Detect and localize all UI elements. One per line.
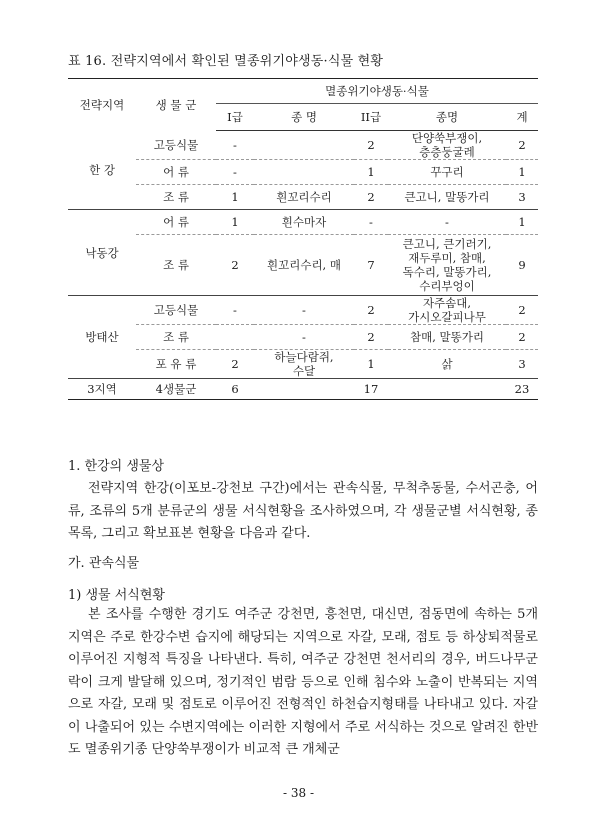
group-cell: 포 유 류 bbox=[136, 350, 216, 379]
table-row bbox=[68, 296, 538, 325]
grade1-species: 하늘다람쥐, 수달 bbox=[254, 350, 354, 379]
header-super: 멸종위기야생동·식물 bbox=[216, 79, 538, 104]
grade1-count: 1 bbox=[216, 185, 254, 210]
grade1-species: - bbox=[254, 296, 354, 325]
table-row bbox=[68, 210, 538, 235]
grade2-count: 7 bbox=[354, 235, 388, 296]
header-grade2: II급 bbox=[354, 104, 388, 131]
group-cell: 조 류 bbox=[136, 325, 216, 350]
grade2-count: - bbox=[354, 210, 388, 235]
page-number: - 38 - bbox=[282, 786, 314, 800]
total-count: 1 bbox=[506, 160, 538, 185]
total-grade1: 6 bbox=[216, 379, 254, 400]
table-row bbox=[68, 325, 538, 350]
grade2-species: 자주솜대, 가시오갈피나무 bbox=[388, 296, 506, 325]
grade1-count: - bbox=[216, 131, 254, 160]
section-1-text: 전략지역 한강(이포보-강천보 구간)에서는 관속식물, 무척추동물, 수서곤충, 어류, 조류의 5개 분류군의 생물 서식현황을 조사하였으며, 각 생물군별 서식현황, 종목록, 그리고 확보표본 현황을 다음과 같다. bbox=[68, 481, 538, 541]
table-row bbox=[68, 185, 538, 210]
grade1-count: 2 bbox=[216, 235, 254, 296]
total-count: 3 bbox=[506, 350, 538, 379]
section-2 bbox=[68, 552, 538, 571]
section-1-paragraph bbox=[68, 478, 538, 546]
total-count: 2 bbox=[506, 296, 538, 325]
region-cell: 낙동강 bbox=[68, 210, 136, 296]
region-cell: 한 강 bbox=[68, 131, 136, 210]
grade1-count bbox=[216, 325, 254, 350]
section-3 bbox=[68, 584, 538, 603]
total-species2 bbox=[388, 379, 506, 400]
header-grade1: I급 bbox=[216, 104, 254, 131]
grade1-species: 흰꼬리수리, 매 bbox=[254, 235, 354, 296]
table-row bbox=[68, 350, 538, 379]
grade1-count: - bbox=[216, 160, 254, 185]
total-count: 3 bbox=[506, 185, 538, 210]
endangered-species-table bbox=[68, 78, 538, 400]
grade2-species: - bbox=[388, 210, 506, 235]
total-count: 2 bbox=[506, 325, 538, 350]
section-3-text: 본 조사를 수행한 경기도 여주군 강천면, 흥천면, 대신면, 점동면에 속하는 5개 지역은 주로 한강수변 습지에 해당되는 지역으로 자갈, 모래, 점토 등 하상퇴적물로 이루어진 지형적 특징을 나타낸다. 특히, 여주군 강천면 천서리의 경우, 버드나무군락이 크게 발달해 있으며, 정기적인 범람 등으로 인해 침수와 노출이 반복되는 지역으로 자갈, 모래 및 점토로 이루어진 전형적인 하천습지형태를 나타내고 있다. 자갈이 나출되어 있는 수변지역에는 이러한 지형에서 주로 서식하는 것으로 알려진 한반도 멸종위기종 단양쑥부쟁이가 비교적 큰 개체군 bbox=[68, 607, 538, 757]
total-count: 9 bbox=[506, 235, 538, 296]
total-grade2: 17 bbox=[354, 379, 388, 400]
section-3-paragraph bbox=[68, 604, 538, 762]
grade1-species: 흰꼬리수리 bbox=[254, 185, 354, 210]
header-species2: 종명 bbox=[388, 104, 506, 131]
grade1-count: 2 bbox=[216, 350, 254, 379]
grade1-species: - bbox=[254, 325, 354, 350]
grade2-species: 큰고니, 큰기러기, 재두루미, 참매, 독수리, 말똥가리, 수리부엉이 bbox=[388, 235, 506, 296]
section-3-title: 1) 생물 서식현황 bbox=[68, 588, 165, 603]
grade2-species: 단양쑥부쟁이, 층층둥굴레 bbox=[388, 131, 506, 160]
header-species1: 종 명 bbox=[254, 104, 354, 131]
group-cell: 고등식물 bbox=[136, 296, 216, 325]
grade1-count: - bbox=[216, 296, 254, 325]
grade2-species: 삵 bbox=[388, 350, 506, 379]
grade2-species: 참매, 말똥가리 bbox=[388, 325, 506, 350]
grade1-species: 흰수마자 bbox=[254, 210, 354, 235]
table-caption: 표 16. 전략지역에서 확인된 멸종위기야생동·식물 현황 bbox=[68, 54, 384, 69]
header-group: 생 물 군 bbox=[136, 79, 216, 131]
total-group: 4생물군 bbox=[136, 379, 216, 400]
total-row bbox=[68, 379, 538, 400]
header-region: 전략지역 bbox=[68, 79, 136, 131]
total-count: 1 bbox=[506, 210, 538, 235]
region-cell: 방태산 bbox=[68, 296, 136, 379]
group-cell: 고등식물 bbox=[136, 131, 216, 160]
grade1-count: 1 bbox=[216, 210, 254, 235]
grade1-species bbox=[254, 160, 354, 185]
grade2-count: 2 bbox=[354, 325, 388, 350]
section-1-title: 1. 한강의 생물상 bbox=[68, 459, 165, 474]
grade2-count: 2 bbox=[354, 131, 388, 160]
total-all: 23 bbox=[506, 379, 538, 400]
table-row bbox=[68, 131, 538, 160]
total-count: 2 bbox=[506, 131, 538, 160]
group-cell: 어 류 bbox=[136, 210, 216, 235]
grade2-species: 큰고니, 말똥가리 bbox=[388, 185, 506, 210]
grade2-species: 꾸구리 bbox=[388, 160, 506, 185]
grade2-count: 1 bbox=[354, 350, 388, 379]
header-total: 계 bbox=[506, 104, 538, 131]
group-cell: 어 류 bbox=[136, 160, 216, 185]
section-2-title: 가. 관속식물 bbox=[68, 556, 140, 571]
grade2-count: 2 bbox=[354, 185, 388, 210]
grade2-count: 2 bbox=[354, 296, 388, 325]
table-row bbox=[68, 235, 538, 296]
total-region: 3지역 bbox=[68, 379, 136, 400]
section-1-body bbox=[68, 478, 538, 546]
group-cell: 조 류 bbox=[136, 185, 216, 210]
section-1 bbox=[68, 455, 538, 474]
table-body bbox=[68, 131, 538, 400]
grade1-species bbox=[254, 131, 354, 160]
section-3-body bbox=[68, 604, 538, 762]
total-species1 bbox=[254, 379, 354, 400]
grade2-count: 1 bbox=[354, 160, 388, 185]
group-cell: 조 류 bbox=[136, 235, 216, 296]
table-row bbox=[68, 160, 538, 185]
